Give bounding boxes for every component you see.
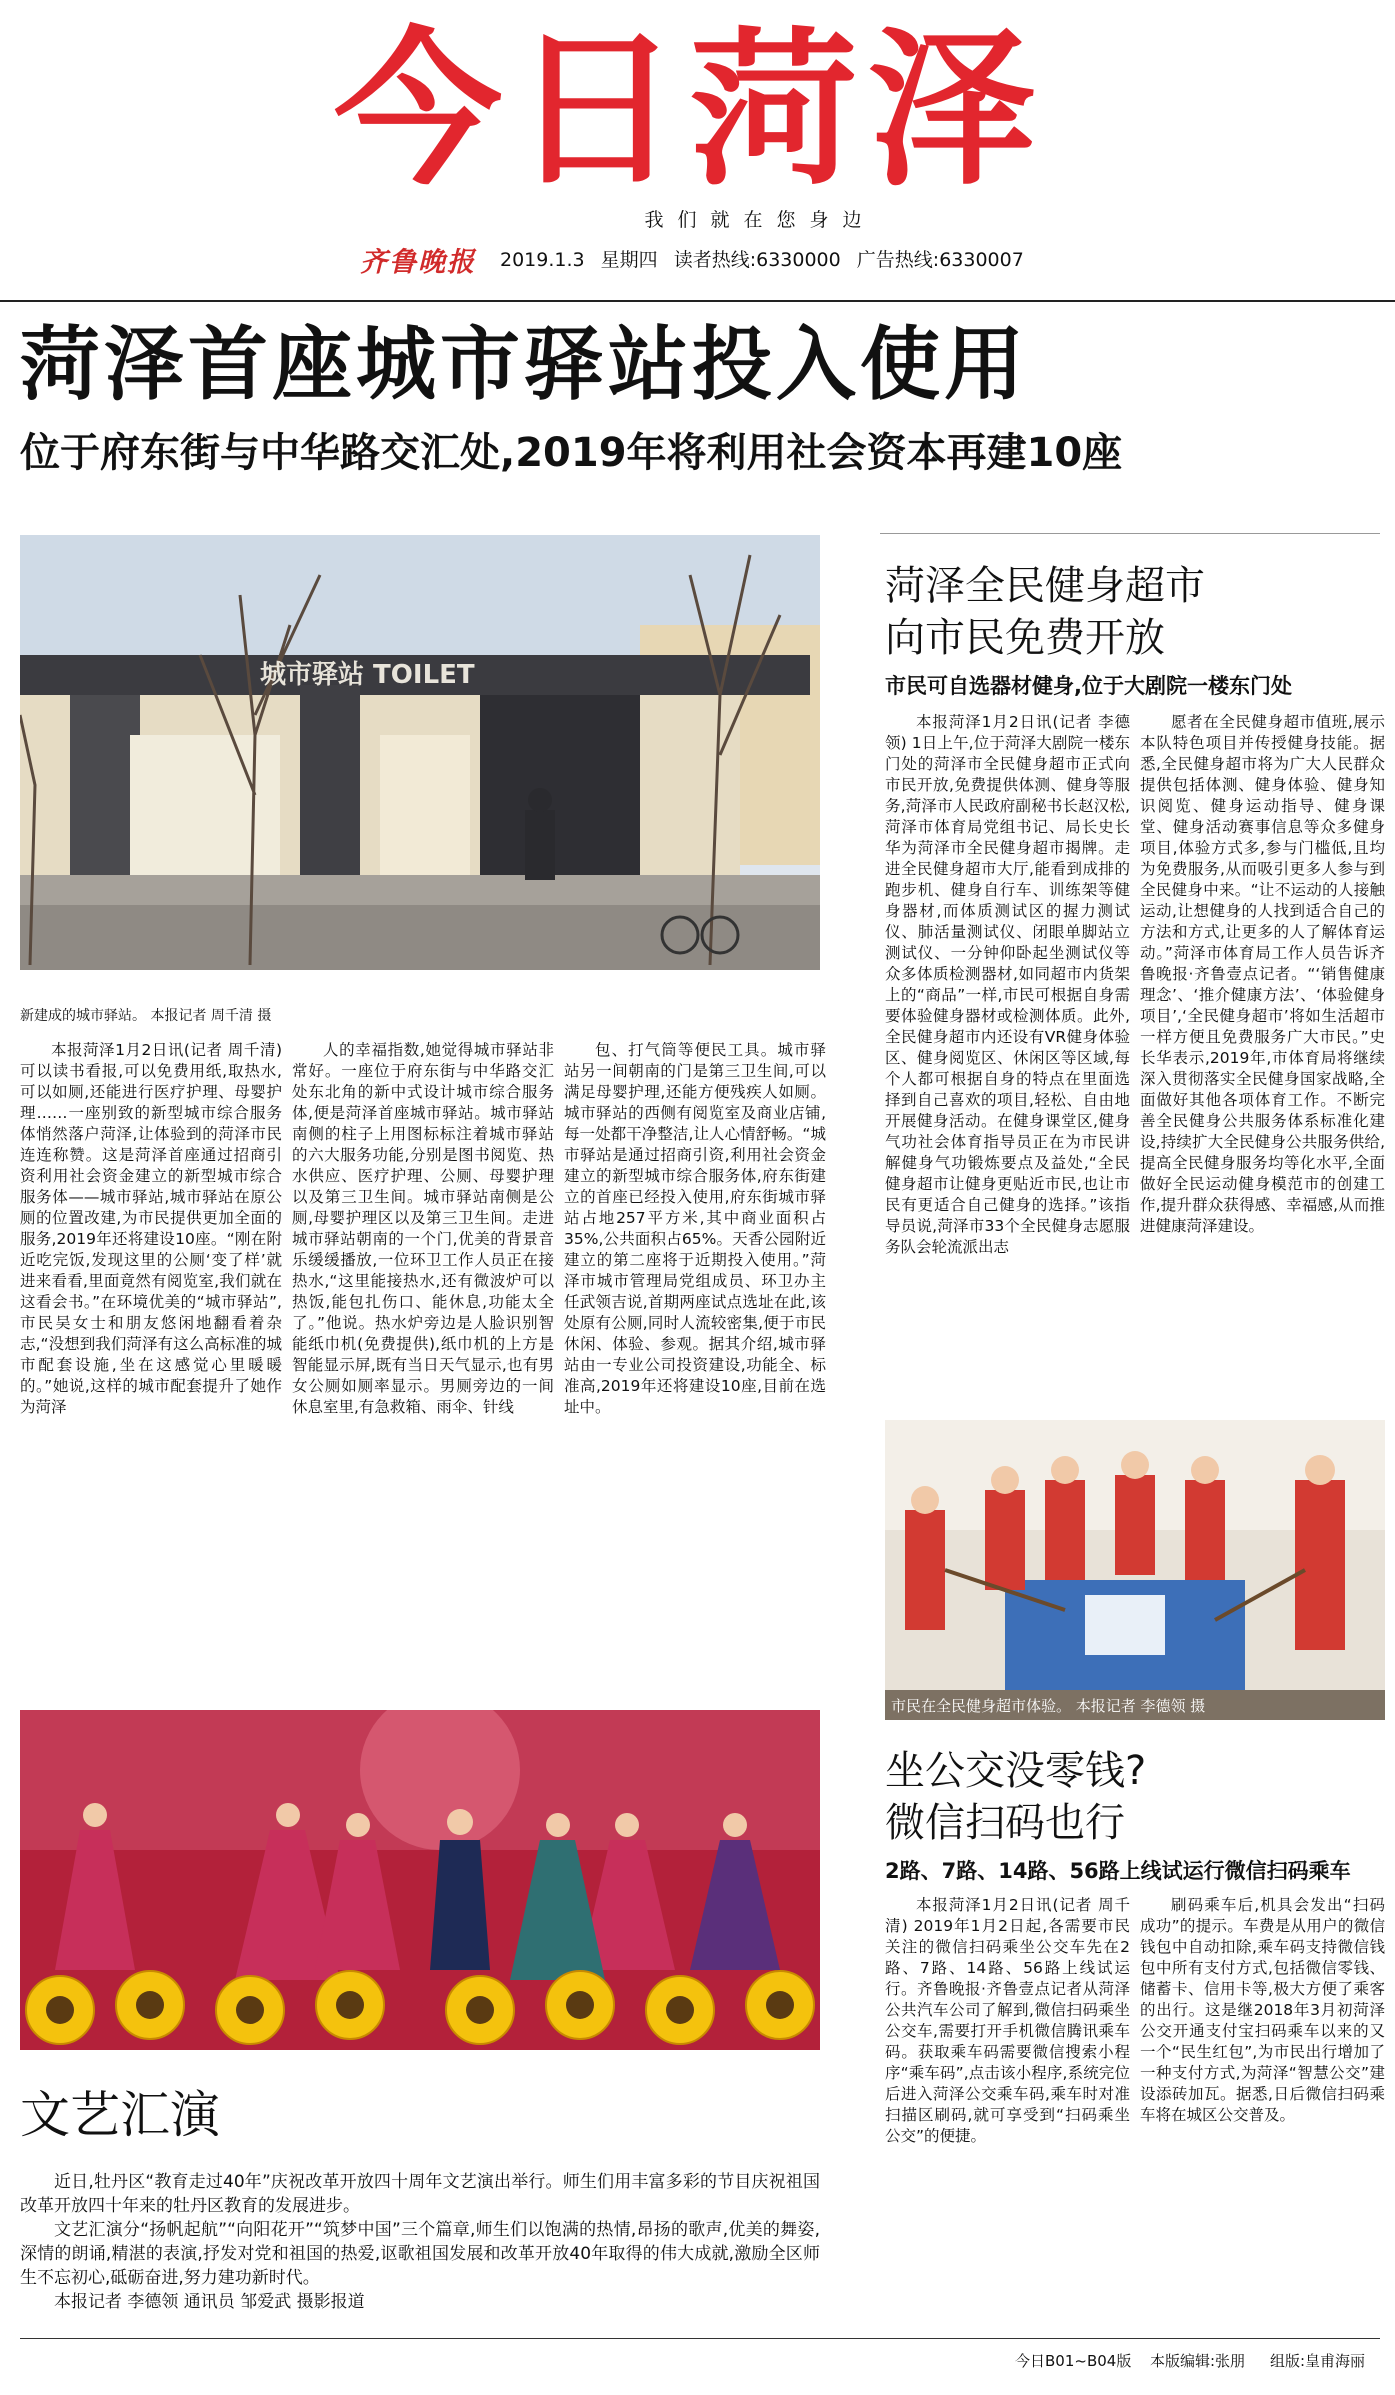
fitness-headline-2: 向市民免费开放 xyxy=(885,615,1165,661)
footer-editor: 本版编辑:张朋 xyxy=(1150,2352,1246,2370)
reader-hotline: 读者热线:6330000 xyxy=(673,249,841,271)
masthead xyxy=(0,0,1395,300)
footer-designer: 组版:皇甫海丽 xyxy=(1270,2352,1366,2370)
lead-column-2: 人的幸福指数,她觉得城市驿站非常好。一座位于府东街与中华路交汇处东北角的新中式设计城市综合服务体,便是菏泽首座城市驿站。城市驿站南侧的柱子上用图标标注着城市驿站的六大服务功能,分别是图书阅览、热水供应、医疗护理、公厕、母婴护理以及第三卫生间。城市驿站南侧是公厕,母婴护理区以及第三卫生间。走进城市驿站朝南的一个门,优美的背景音乐缓缓播放,一位环卫工作人员正在接热水,“这里能接热水,还有微波炉可以热饭,能包扎伤口、能休息,功能太全了。”他说。热水炉旁边是人脸识别智能纸巾机(免费提供),纸巾机的上方是智能显示屏,既有当日天气显示,也有男女公厕如厕率显示。男厕旁边的一间休息室里,有急救箱、雨伞、针线 xyxy=(292,1041,554,1416)
city-station-caption: 新建成的城市驿站。 本报记者 周千清 摄 xyxy=(20,1008,272,1024)
station-sign: 城市驿站 TOILET xyxy=(260,660,475,690)
bus-headline-1: 坐公交没零钱? xyxy=(885,1748,1147,1794)
bus-column-1: 本报菏泽1月2日讯(记者 周千清) 2019年1月2日起,各需要市民关注的微信扫码乘坐公交车先在2路、7路、14路、56路上线试运行。齐鲁晚报·齐鲁壹点记者从菏泽公共汽车公司了解到,微信扫码乘坐公交车,需要打开手机微信腾讯乘车码。获取乘车码需要微信搜索小程序“乘车码”,点击该小程序,系统完位后进入菏泽公交乘车码,乘车时对准扫描区刷码,就可享受到“扫码乘坐公交”的便捷。 xyxy=(885,1896,1130,2145)
arts-credit: 本报记者 李德领 通讯员 邹爱武 摄影报道 xyxy=(54,2292,365,2312)
paper-logo: 齐鲁晚报 xyxy=(360,247,476,278)
footer-divider xyxy=(20,2338,1380,2339)
arts-paragraph-2: 文艺汇演分“扬帆起航”“向阳花开”“筑梦中国”三个篇章,师生们以饱满的热情,昂扬的歌声,优美的舞姿,深情的朗诵,精湛的表演,抒发对党和祖国的热爱,讴歌祖国发展和改革开放40年取得的伟大成就,激励全区师生不忘初心,砥砺奋进,努力建功新时代。 xyxy=(20,2220,820,2288)
ad-hotline: 广告热线:6330007 xyxy=(856,249,1024,271)
issue-date: 2019.1.3 xyxy=(500,249,585,271)
fitness-subhead: 市民可自选器材健身,位于大剧院一楼东门处 xyxy=(885,674,1292,698)
bus-column-2: 刷码乘车后,机具会发出“扫码成功”的提示。车费是从用户的微信钱包中自动扣除,乘车码支持微信钱包中所有支付方式,包括微信零钱、储蓄卡、信用卡等,极大方便了乘客的出行。这是继2018年3月初菏泽公交开通支付宝扫码乘车以来的又一个“民生红包”,为市民出行增加了一种支付方式,为菏泽“智慧公交”建设添砖加瓦。据悉,日后微信扫码乘车将在城区公交普及。 xyxy=(1140,1896,1385,2124)
lead-column-3: 包、打气筒等便民工具。城市驿站另一间朝南的门是第三卫生间,可以满足母婴护理,还能方便残疾人如厕。城市驿站的西侧有阅览室及商业店铺,每一处都干净整洁,让人心情舒畅。“城市驿站是通过招商引资,利用社会资金建立的新型城市综合服务体,府东街建立的首座已经投入使用,府东街城市驿站占地257平方米,其中商业面积占35%,公共面积占65%。天香公园附近建立的第二座将于近期投入使用。”菏泽市城市管理局党组成员、环卫办主任武领吉说,首期两座试点选址在此,该处原有公厕,同时人流较密集,便于市民休闲、体验、参观。据其介绍,城市驿站由一专业公司投资建设,功能全、标准高,2019年还将建设10座,目前在选址中。 xyxy=(564,1041,826,1416)
performance-photo xyxy=(20,1710,820,2050)
masthead-slogan: 我们就在您身边 xyxy=(644,209,876,231)
lead-column-1: 本报菏泽1月2日讯(记者 周千清) 可以读书看报,可以免费用纸,取热水,可以如厕,还能进行医疗护理、母婴护理……一座别致的新型城市综合服务体悄然落户菏泽,让体验到的菏泽市民连连称赞。这是菏泽首座通过招商引资利用社会资金建立的新型城市综合服务体——城市驿站,城市驿站在原公厕的位置改建,为市民提供更加全面的服务,2019年还将建设10座。“刚在附近吃完饭,发现这里的公厕‘变了样’就进来看看,里面竟然有阅览室,我们就在这看会书。”在环境优美的“城市驿站”,市民吴女士和朋友悠闲地翻看着杂志,“没想到我们菏泽有这么高标准的城市配套设施,坐在这感觉心里暖暖的。”她说,这样的城市配套提升了她作为菏泽 xyxy=(20,1041,282,1416)
dateline xyxy=(500,245,1034,272)
arts-paragraph-1: 近日,牡丹区“教育走过40年”庆祝改革开放四十周年文艺演出举行。师生们用丰富多彩的节目庆祝祖国改革开放四十年来的牡丹区教育的发展进步。 xyxy=(20,2172,820,2216)
fitness-column-2: 愿者在全民健身超市值班,展示本队特色项目并传授健身技能。据悉,全民健身超市将为广大人民群众提供包括体测、健身体验、健身知识阅览、健身运动指导、健身课堂、健身活动赛事信息等众多健身项目,体验方式多,参与门槛低,且均为免费服务,从而吸引更多人参与到全民健身中来。“让不运动的人接触运动,让想健身的人找到适合自己的方法和方式,让更多的人了解体育运动。”菏泽市体育局工作人员告诉齐鲁晚报·齐鲁壹点记者。“‘销售健康理念’、‘推介健康方法’、‘体验健身项目’,‘全民健身超市’将如生活超市一样方便且免费服务广大市民。”史长华表示,2019年,市体育局将继续深入贯彻落实全民健身国家战略,全面做好其他各项体育工作。不断完善全民健身公共服务体系标准化建设,持续扩大全民健身公共服务供给,提高全民健身服务均等化水平,全面做好全民运动健身模范市的创建工作,提升群众获得感、幸福感,从而推进健康菏泽建设。 xyxy=(1140,713,1385,1235)
bus-headline-2: 微信扫码也行 xyxy=(885,1800,1125,1846)
footer-pages: 今日B01~B04版 xyxy=(1015,2352,1132,2370)
issue-weekday: 星期四 xyxy=(600,249,658,271)
arts-body xyxy=(20,2170,820,2314)
fitness-photo-caption: 市民在全民健身超市体验。 本报记者 李德领 摄 xyxy=(891,1697,1206,1715)
lead-subhead: 位于府东街与中华路交汇处,2019年将利用社会资本再建10座 xyxy=(20,430,1123,476)
newspaper-title: 今日菏泽 xyxy=(334,12,1046,208)
fitness-headline-1: 菏泽全民健身超市 xyxy=(885,563,1205,609)
city-station-photo xyxy=(20,535,820,970)
masthead-divider xyxy=(0,300,1395,302)
arts-headline: 文艺汇演 xyxy=(20,2086,220,2144)
fitness-column-1: 本报菏泽1月2日讯(记者 李德领) 1日上午,位于菏泽大剧院一楼东门处的菏泽市全民健身超市正式向市民开放,免费提供体测、健身等服务,菏泽市人民政府副秘书长赵汉松,菏泽市体育局党组书记、局长史长华为菏泽市全民健身超市揭牌。走进全民健身超市大厅,能看到成排的跑步机、健身自行车、训练架等健身器材,而体质测试区的握力测试仪、肺活量测试仪、闭眼单脚站立测试仪、一分钟仰卧起坐测试仪等众多体质检测器材,如同超市内货架上的“商品”一样,市民可根据自身需要体验健身器材或检测体质。此外,全民健身超市内还设有VR健身体验区、健身阅览区、休闲区等区域,每个人都可根据自身的特点在里面选择到自己喜欢的项目,轻松、自由地开展健身活动。在健身课堂区,健身气功社会体育指导员正在为市民讲解健身气功锻炼要点及益处,“全民健身超市让健身更贴近市民,也让市民有更适合自己健身的选择。”该指导员说,菏泽市33个全民健身志愿服务队会轮流派出志 xyxy=(885,713,1130,1256)
lead-headline: 菏泽首座城市驿站投入使用 xyxy=(20,318,1028,411)
fitness-photo xyxy=(885,1420,1385,1720)
bus-subhead: 2路、7路、14路、56路上线试运行微信扫码乘车 xyxy=(885,1859,1351,1883)
fitness-divider xyxy=(880,533,1380,534)
